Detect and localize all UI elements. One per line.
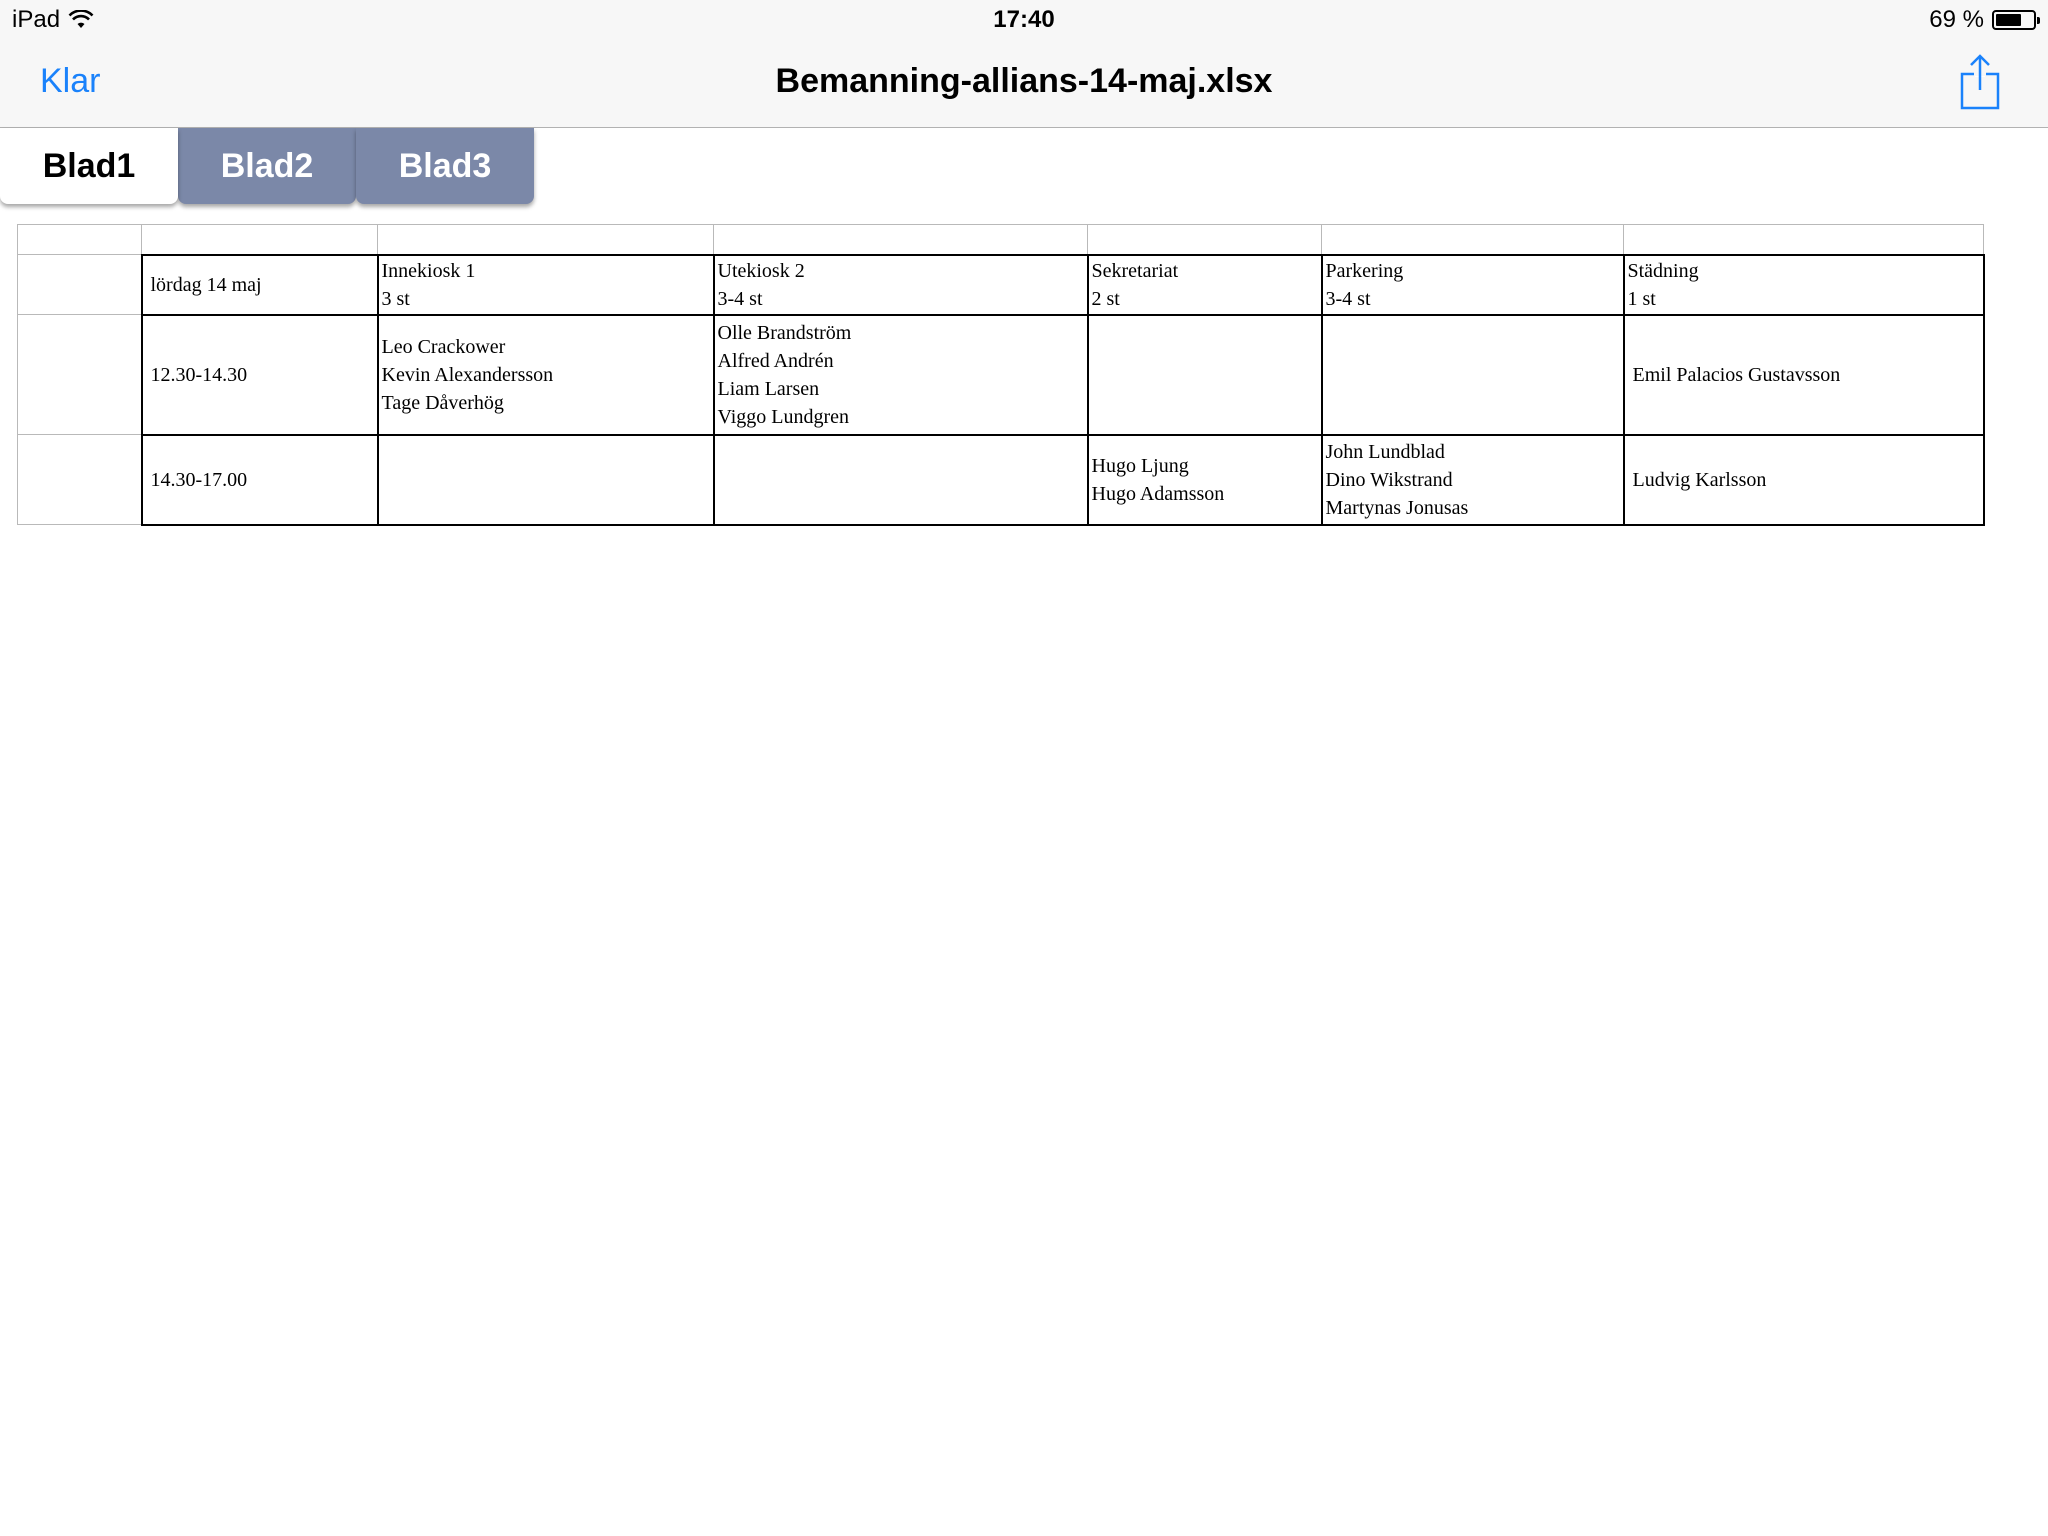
person-name: Hugo Ljung — [1091, 454, 1189, 477]
table-cell — [1624, 225, 1984, 255]
person-name: Dino Wikstrand — [1325, 468, 1453, 491]
column-count: 3-4 st — [717, 287, 763, 310]
person-name: Emil Palacios Gustavsson — [1632, 363, 1841, 386]
person-name: Hugo Adamsson — [1091, 482, 1225, 505]
column-header-parkering — [1322, 255, 1624, 315]
person-name: Viggo Lundgren — [717, 405, 850, 428]
parkering-cell — [1322, 435, 1624, 525]
person-name: Kevin Alexandersson — [381, 363, 554, 386]
stadning-cell — [1624, 435, 1984, 525]
table-row — [18, 435, 1984, 525]
battery-percent: 69 % — [1929, 6, 1984, 33]
time-cell: 14.30-17.00 — [142, 435, 378, 525]
column-name: Parkering — [1325, 259, 1404, 282]
tab-blad1[interactable]: Blad1 — [0, 128, 178, 204]
sekretariat-cell — [1088, 315, 1322, 435]
table-cell — [18, 255, 142, 315]
innekiosk-cell — [378, 315, 714, 435]
table-cell — [1322, 225, 1624, 255]
column-header-stadning — [1624, 255, 1984, 315]
done-button[interactable]: Klar — [40, 62, 101, 100]
share-icon[interactable] — [1958, 54, 2002, 112]
spreadsheet[interactable] — [17, 224, 1985, 526]
column-count: 3-4 st — [1325, 287, 1371, 310]
column-header-utekiosk — [714, 255, 1088, 315]
person-name: Liam Larsen — [717, 377, 820, 400]
table-header-row — [18, 255, 1984, 315]
sekretariat-cell — [1088, 435, 1322, 525]
column-header-innekiosk — [378, 255, 714, 315]
person-name: Alfred Andrén — [717, 349, 834, 372]
battery-level — [1996, 14, 2021, 26]
tab-blad3[interactable]: Blad3 — [356, 128, 534, 204]
column-header-sekretariat — [1088, 255, 1322, 315]
innekiosk-cell — [378, 435, 714, 525]
person-name: Martynas Jonusas — [1325, 496, 1469, 519]
table-cell — [714, 225, 1088, 255]
column-count: 1 st — [1627, 287, 1656, 310]
column-count: 3 st — [381, 287, 410, 310]
table-cell — [142, 225, 378, 255]
utekiosk-cell — [714, 315, 1088, 435]
table-cell — [18, 225, 142, 255]
utekiosk-cell — [714, 435, 1088, 525]
person-name: Olle Brandström — [717, 321, 852, 344]
date-cell: lördag 14 maj — [142, 255, 378, 315]
table-row-empty — [18, 225, 1984, 255]
column-name: Städning — [1627, 259, 1699, 282]
tab-blad2[interactable]: Blad2 — [178, 128, 356, 204]
battery-cap — [2037, 17, 2040, 24]
table-cell — [18, 435, 142, 525]
person-name: Leo Crackower — [381, 335, 506, 358]
column-name: Sekretariat — [1091, 259, 1179, 282]
person-name: Ludvig Karlsson — [1632, 468, 1767, 491]
table-row — [18, 315, 1984, 435]
column-name: Innekiosk 1 — [381, 259, 476, 282]
column-name: Utekiosk 2 — [717, 259, 805, 282]
device-name: iPad — [12, 6, 61, 33]
person-name: John Lundblad — [1325, 440, 1445, 463]
table-cell — [18, 315, 142, 435]
time-cell: 12.30-14.30 — [142, 315, 378, 435]
battery-icon — [1992, 10, 2036, 30]
table-cell — [1088, 225, 1322, 255]
sheet-tabs — [0, 128, 534, 204]
spreadsheet-table — [17, 224, 1985, 526]
column-count: 2 st — [1091, 287, 1120, 310]
status-bar — [0, 0, 2048, 40]
person-name: Tage Dåverhög — [381, 391, 504, 414]
parkering-cell — [1322, 315, 1624, 435]
stadning-cell — [1624, 315, 1984, 435]
document-title: Bemanning-allians-14-maj.xlsx — [775, 62, 1273, 100]
table-cell — [378, 225, 714, 255]
navigation-bar — [0, 40, 2048, 128]
status-time: 17:40 — [993, 6, 1055, 33]
status-right — [1929, 6, 2036, 34]
